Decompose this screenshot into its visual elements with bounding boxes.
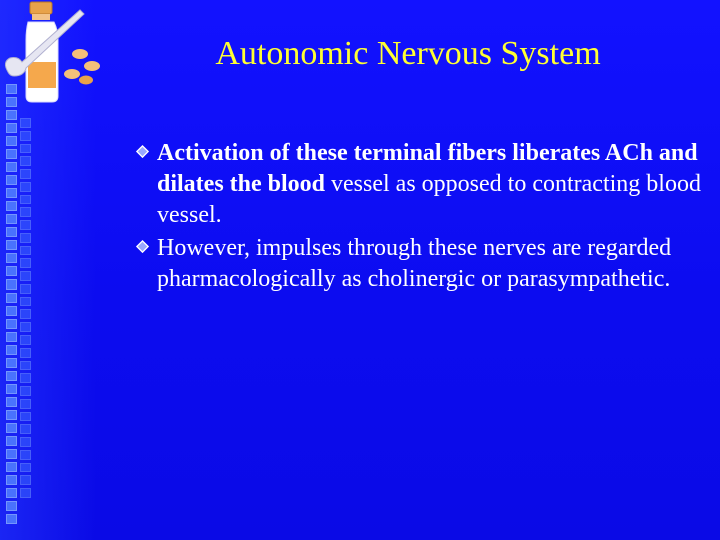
decorative-squares-column-secondary bbox=[20, 118, 36, 498]
bullet-item bbox=[135, 138, 705, 231]
bullet-text-bold: Activation of these terminal fibers liberates ACh and dilates the blood bbox=[157, 140, 698, 197]
slide-title: Autonomic Nervous System bbox=[215, 35, 601, 72]
bullet-text: However, impulses through these nerves are regarded pharmacologically as cholinergic or parasympathetic. bbox=[157, 235, 672, 292]
diamond-bullet-icon bbox=[135, 239, 150, 254]
bullet-text: vessel as opposed to contracting blood vessel. bbox=[157, 171, 701, 228]
diamond-bullet-icon bbox=[135, 144, 150, 159]
bullet-item bbox=[135, 233, 705, 295]
bullet-list bbox=[135, 138, 705, 297]
medicine-bottle-spoon-pills-icon bbox=[0, 0, 110, 110]
